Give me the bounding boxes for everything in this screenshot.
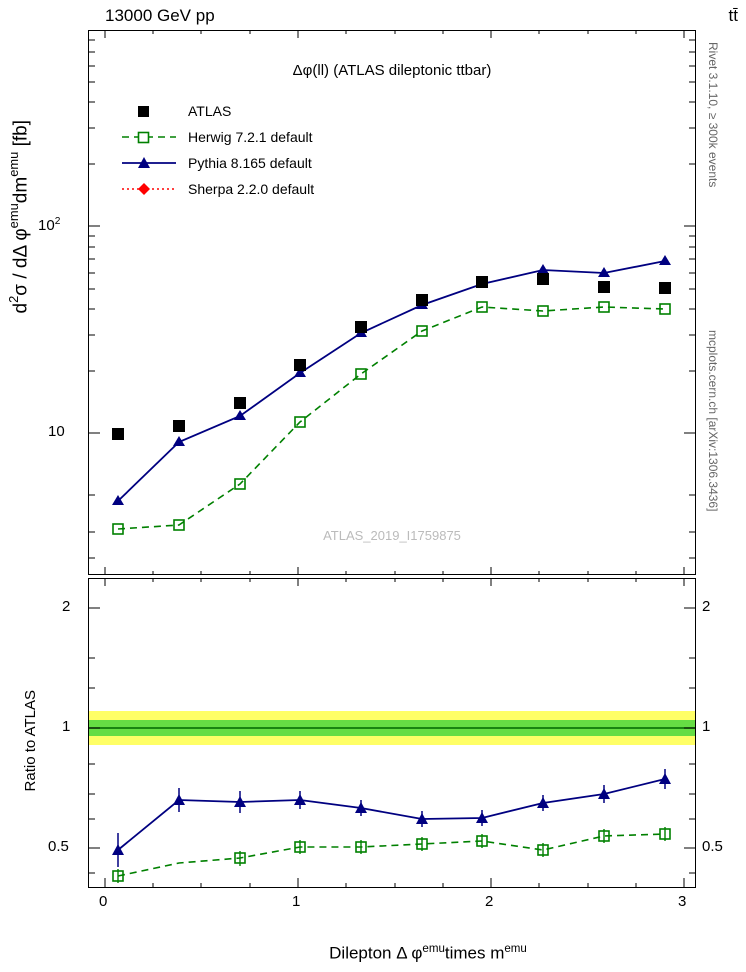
y-axis-label-main: $d^2\sigma$ / dΔ $\varphi^{emu}dm^{emu}$ [fb] [6, 120, 32, 314]
x-tick-label-0: 0 [99, 893, 108, 910]
legend-item-sherpa [120, 176, 314, 202]
ratio-plot-panel [88, 578, 696, 888]
rivet-version-label: Rivet 3.1.10, ≥ 300k events [706, 42, 720, 188]
legend-marker-square-filled-icon [120, 101, 180, 121]
legend-item-pythia [120, 150, 314, 176]
legend-label-atlas: ATLAS [188, 103, 232, 119]
analysis-watermark: ATLAS_2019_I1759875 [323, 528, 461, 543]
legend-label-sherpa: Sherpa 2.2.0 default [188, 181, 315, 197]
y-tick-label-1-ratio-right: 1 [702, 718, 711, 735]
legend-item-herwig [120, 124, 314, 150]
legend-label-herwig: Herwig 7.2.1 default [188, 129, 313, 145]
x-tick-label-1: 1 [292, 893, 301, 910]
y-tick-label-10-main: 10 [48, 423, 65, 440]
y-tick-label-2-ratio-right: 2 [702, 598, 711, 615]
legend-item-atlas [120, 98, 314, 124]
header-process-label: tt̄ [728, 6, 738, 25]
x-tick-label-2: 2 [485, 893, 494, 910]
legend [120, 98, 314, 202]
legend-marker-triangle-filled-icon [120, 153, 180, 173]
y-tick-label-2-ratio-left: 2 [62, 598, 71, 615]
legend-marker-square-open-icon [120, 127, 180, 147]
legend-marker-diamond-filled-icon [120, 179, 180, 199]
y-tick-label-100-main: $10^2$ [38, 216, 61, 234]
y-tick-label-05-ratio-left: 0.5 [48, 838, 69, 855]
header-beam-label: 13000 GeV pp [105, 6, 215, 25]
x-tick-label-3: 3 [678, 893, 687, 910]
plot-title: Δφ(ll) (ATLAS dileptonic ttbar) [292, 62, 492, 79]
legend-label-pythia: Pythia 8.165 default [188, 155, 312, 171]
y-axis-label-ratio: Ratio to ATLAS [22, 690, 39, 792]
x-axis-label: Dilepton Δ $\varphi^{emu}times$ $m^{emu}$ [329, 943, 527, 963]
mcplots-reference-label: mcplots.cern.ch [arXiv:1306.3436] [706, 330, 720, 512]
y-tick-label-1-ratio-left: 1 [62, 718, 71, 735]
y-tick-label-05-ratio-right: 0.5 [702, 838, 723, 855]
